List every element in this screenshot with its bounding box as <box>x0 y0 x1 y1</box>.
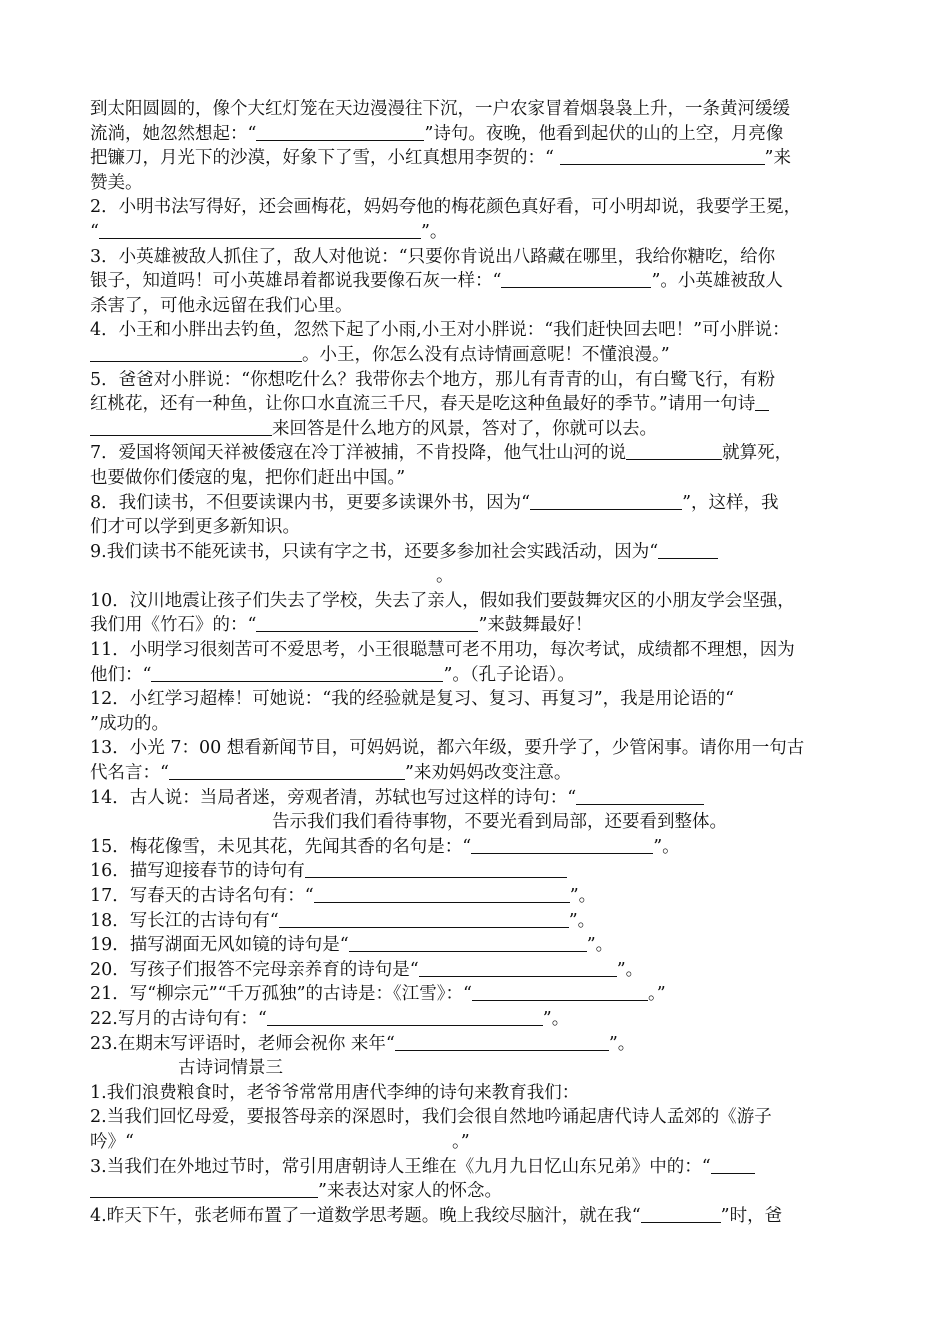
answer-blank[interactable] <box>256 123 424 141</box>
text-run: 。” <box>451 1131 470 1152</box>
answer-blank[interactable] <box>576 787 704 805</box>
text-run: ”成功的。 <box>90 713 169 734</box>
answer-blank[interactable] <box>90 1180 318 1198</box>
text-run: ”。 <box>586 935 614 956</box>
text-line <box>90 368 862 393</box>
text-run: 也要做你们倭寇的鬼，把你们赶出中国。” <box>90 467 406 488</box>
text-run: 13．小光 7：00 想看新闻节目，可妈妈说，都六年级，要升学了，少管闲事。请你用一句古 <box>90 738 805 759</box>
answer-blank[interactable] <box>279 910 569 928</box>
text-run: ”来劝妈妈改变注意。 <box>404 763 572 784</box>
text-line <box>90 835 862 860</box>
answer-blank[interactable] <box>395 1033 609 1051</box>
text-run: 3．小英雄被敌人抓住了，敌人对他说：“只要你肯说出八路藏在哪里，我给你糖吃，给你 <box>90 246 776 267</box>
text-line <box>90 1130 862 1155</box>
text-run: 16．描写迎接春节的诗句有 <box>90 861 305 882</box>
text-run: 告示我们我们看待事物，不要光看到局部，还要看到整体。 <box>272 812 727 833</box>
text-run: 4.昨天下午，张老师布置了一道数学思考题。晚上我绞尽脑汁，就在我“ <box>90 1205 641 1226</box>
answer-blank[interactable] <box>560 147 765 165</box>
text-line <box>90 1179 862 1204</box>
text-run: 赞美。 <box>90 172 143 193</box>
answer-blank[interactable] <box>658 541 718 559</box>
text-run: 10．汶川地震让孩子们失去了学校，失去了亲人，假如我们要鼓舞灾区的小朋友学会坚强， <box>90 590 795 611</box>
text-line <box>90 982 862 1007</box>
answer-blank[interactable] <box>99 221 421 239</box>
text-run: ”诗句。夜晚，他看到起伏的山的上空，月亮像 <box>424 123 784 144</box>
text-run: 把镰刀，月光下的沙漠，好象下了雪，小红真想用李贺的：“ <box>90 148 560 169</box>
text-run: 23.在期末写评语时，老师会祝你 来年“ <box>90 1033 395 1054</box>
section-title <box>90 1056 862 1081</box>
text-run: ”。 <box>616 959 644 980</box>
text-run: 19．描写湖面无风如镜的诗句是“ <box>90 935 349 956</box>
text-run: 他们：“ <box>90 664 152 685</box>
answer-blank[interactable] <box>256 614 478 632</box>
text-line <box>90 736 862 761</box>
text-run: 3.当我们在外地过节时，常引用唐朝诗人王维在《九月九日忆山东兄弟》中的：“ <box>90 1156 711 1177</box>
text-run: 就算死， <box>722 443 793 464</box>
text-line <box>90 245 862 270</box>
text-line <box>90 909 862 934</box>
answer-blank[interactable] <box>471 836 653 854</box>
text-run: 9.我们读书不能死读书，只读有字之书，还要多参加社会实践活动，因为“ <box>90 541 659 562</box>
answer-blank[interactable] <box>501 270 651 288</box>
text-run: 们才可以学到更多新知识。 <box>90 517 300 538</box>
text-run: 。” <box>648 984 666 1005</box>
text-run: 。 <box>436 566 454 587</box>
text-line <box>90 220 862 245</box>
text-line <box>90 392 862 417</box>
text-line <box>90 294 862 319</box>
text-run: 2.当我们回忆母爱，要报答母亲的深恩时，我们会很自然地吟诵起唐代诗人孟郊的《游子 <box>90 1107 772 1128</box>
text-run: ”。（孔子论语）。 <box>443 664 575 685</box>
text-run: 代名言：“ <box>90 763 169 784</box>
text-line <box>90 687 862 712</box>
text-line <box>90 958 862 983</box>
text-line <box>90 638 862 663</box>
text-line <box>90 1155 862 1180</box>
text-line <box>90 515 862 540</box>
text-line <box>90 318 862 343</box>
text-run: ”。小英雄被敌人 <box>651 271 783 292</box>
text-line <box>90 1204 862 1229</box>
text-run: ”。 <box>608 1033 636 1054</box>
text-run: ”。 <box>420 221 448 242</box>
text-run: 17．写春天的古诗名句有：“ <box>90 886 314 906</box>
text-line <box>90 97 862 122</box>
answer-blank[interactable] <box>711 1156 755 1174</box>
answer-blank[interactable] <box>530 492 682 510</box>
text-run: 我们用《竹石》的：“ <box>90 615 257 636</box>
text-run: ”。 <box>568 910 596 931</box>
answer-blank[interactable] <box>472 983 648 1001</box>
text-run: ”来表达对家人的怀念。 <box>318 1181 502 1202</box>
text-run: 4．小王和小胖出去钓鱼，忽然下起了小雨,小王对小胖说：“我们赶快回去吧！”可小胖说： <box>90 320 790 341</box>
text-run: 11．小明学习很刻苦可不爱思考，小王很聪慧可老不用功，每次考试，成绩都不理想，因为 <box>90 640 795 661</box>
answer-blank[interactable] <box>151 664 443 682</box>
text-run: 8．我们读书，不但要读课内书，更要多读课外书，因为“ <box>90 492 531 513</box>
text-run: ”。 <box>542 1008 570 1029</box>
text-line <box>90 146 862 171</box>
text-run: ”时，爸 <box>720 1205 783 1226</box>
text-line <box>90 122 862 147</box>
text-line <box>90 466 862 491</box>
text-line <box>90 540 862 565</box>
worksheet-body <box>90 97 862 1228</box>
text-run: ”，这样，我 <box>682 492 779 513</box>
text-line <box>90 589 862 614</box>
text-line <box>90 1105 862 1130</box>
text-run: ”来 <box>764 148 791 169</box>
text-line <box>90 195 862 220</box>
text-run: 银子，知道吗！可小英雄昂着都说我要像石灰一样：“ <box>90 271 502 292</box>
text-run: ”来鼓舞最好！ <box>478 615 593 636</box>
text-line <box>90 663 862 688</box>
text-line <box>90 786 862 811</box>
answer-blank[interactable] <box>755 393 769 411</box>
text-run: 5．爸爸对小胖说：“你想吃什么？我带你去个地方，那儿有青青的山，有白鹭飞行，有粉 <box>90 369 776 390</box>
text-line <box>90 417 862 442</box>
text-line <box>90 441 862 466</box>
answer-blank[interactable] <box>314 885 570 903</box>
text-line <box>90 933 862 958</box>
text-run: ”。 <box>569 886 597 906</box>
text-run: 21．写“柳宗元”“千万孤独”的古诗是：《江雪》：“ <box>90 984 472 1005</box>
text-run: 流淌，她忽然想起：“ <box>90 123 257 144</box>
text-line <box>90 884 862 909</box>
text-run: 15．梅花像雪，未见其花，先闻其香的名句是：“ <box>90 836 472 857</box>
answer-blank[interactable] <box>419 959 617 977</box>
text-run: 1.我们浪费粮食时，老爷爷常常用唐代李绅的诗句来教育我们： <box>90 1082 580 1103</box>
text-line <box>90 810 862 835</box>
text-run: 红桃花，还有一种鱼，让你口水直流三千尺，春天是吃这种鱼最好的季节。”请用一句诗 <box>90 394 756 415</box>
text-line <box>90 343 862 368</box>
text-run: 杀害了，可他永远留在我们心里。 <box>90 295 353 316</box>
text-line <box>90 613 862 638</box>
text-line <box>90 859 862 884</box>
text-run: 。小王，你怎么没有点诗情画意呢！不懂浪漫。” <box>302 344 670 365</box>
text-line <box>90 171 862 196</box>
answer-blank[interactable] <box>267 1008 543 1026</box>
text-line <box>90 1032 862 1057</box>
text-line <box>90 269 862 294</box>
text-run: 7．爱国将领闻天祥被倭寇在冷丁洋被捕，不肯投降，他气壮山河的说 <box>90 443 627 464</box>
text-line <box>90 491 862 516</box>
text-run: 20．写孩子们报答不完母亲养育的诗句是“ <box>90 959 419 980</box>
text-run: 18．写长江的古诗句有“ <box>90 910 279 931</box>
text-run: 22.写月的古诗句有：“ <box>90 1008 267 1029</box>
text-run: ”。 <box>653 836 680 857</box>
text-run: “ <box>90 221 99 242</box>
answer-blank[interactable] <box>90 418 272 436</box>
text-run: 2．小明书法写得好，还会画梅花，妈妈夸他的梅花颜色真好看，可小明却说，我要学王冕， <box>90 197 802 218</box>
answer-blank[interactable] <box>90 344 302 362</box>
text-run: 14．古人说：当局者迷，旁观者清，苏轼也写过这样的诗句：“ <box>90 787 577 808</box>
text-run: 吟》“ <box>90 1131 134 1152</box>
text-line <box>90 1007 862 1032</box>
text-run: 12．小红学习超棒！可她说：“我的经验就是复习、复习、再复习”，我是用论语的“ <box>90 689 735 710</box>
answer-blank[interactable] <box>169 762 405 780</box>
text-line <box>90 712 862 737</box>
section-title-text: 古诗词情景三 <box>178 1058 283 1079</box>
text-run: 来回答是什么地方的风景，答对了，你就可以去。 <box>272 418 657 439</box>
answer-blank[interactable] <box>305 860 567 878</box>
answer-blank[interactable] <box>626 442 722 460</box>
text-line <box>90 761 862 786</box>
text-line <box>90 564 862 589</box>
answer-blank[interactable] <box>349 934 587 952</box>
text-line <box>90 1081 862 1106</box>
answer-blank[interactable] <box>641 1205 721 1223</box>
text-run: 到太阳圆圆的，像个大红灯笼在天边漫漫往下沉，一户农家冒着烟袅袅上升，一条黄河缓缓 <box>90 99 790 119</box>
